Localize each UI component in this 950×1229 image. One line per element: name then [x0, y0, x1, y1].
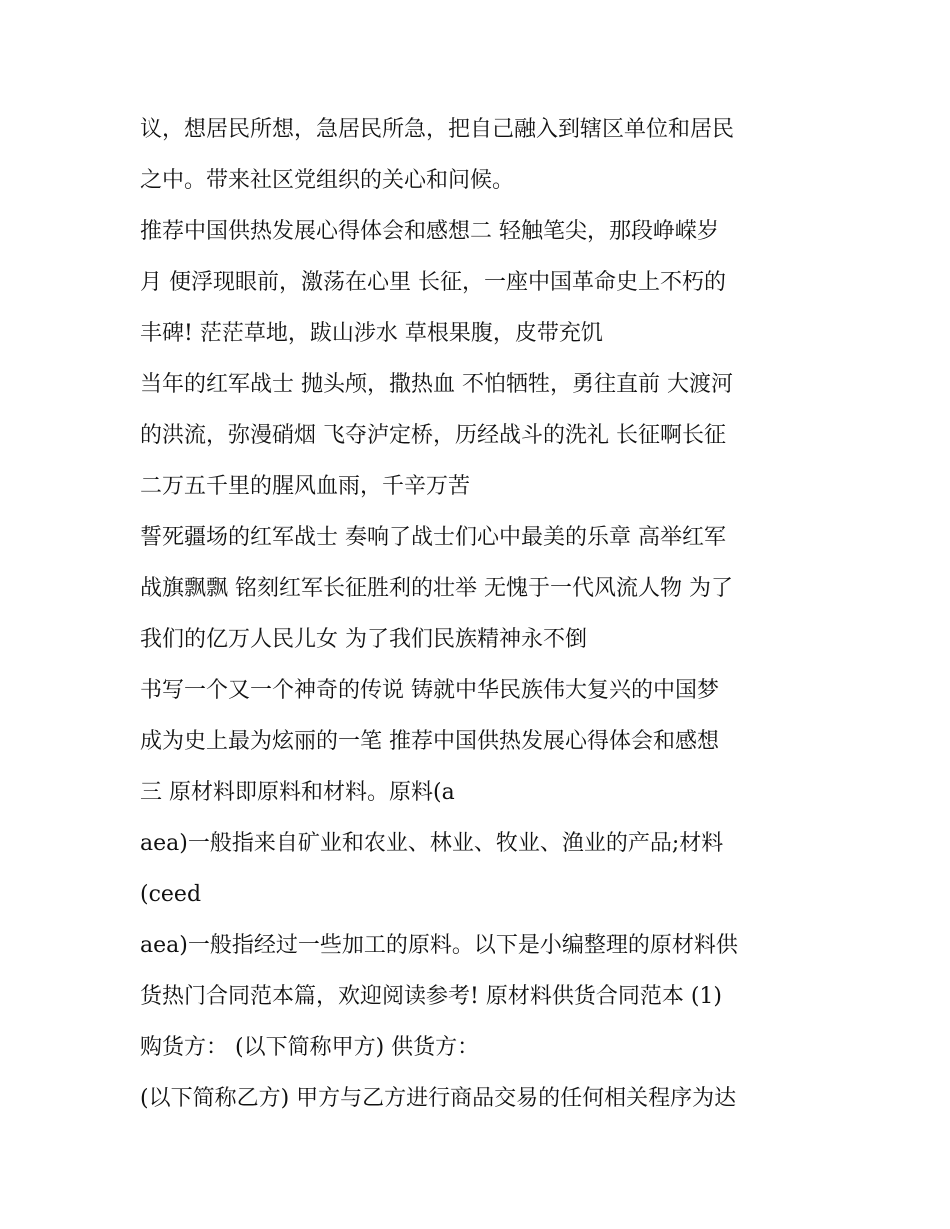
- text-line: 战旗飘飘 铭刻红军长征胜利的壮举 无愧于一代风流人物 为了: [140, 576, 733, 601]
- text-line: (ceed: [140, 882, 202, 907]
- text-line: 三 原材料即原料和材料。原料(a: [140, 780, 455, 805]
- text-line: aea)一般指经过一些加工的原料。以下是小编整理的原材料供: [140, 933, 738, 958]
- text-line: 我们的亿万人民儿女 为了我们民族精神永不倒: [140, 627, 587, 652]
- text-line: 月 便浮现眼前，激荡在心里 长征，一座中国革命史上不朽的: [140, 270, 726, 295]
- text-line: 二万五千里的腥风血雨，千辛万苦: [140, 474, 471, 499]
- text-line: 的洪流，弥漫硝烟 飞夺泸定桥，历经战斗的洗礼 长征啊长征: [140, 423, 726, 448]
- text-line: 之中。带来社区党组织的关心和问候。: [140, 168, 515, 193]
- text-line: (以下简称乙方) 甲方与乙方进行商品交易的任何相关程序为达: [140, 1086, 737, 1111]
- text-line: 书写一个又一个神奇的传说 铸就中华民族伟大复兴的中国梦: [140, 678, 719, 703]
- text-line: 议，想居民所想，急居民所急，把自己融入到辖区单位和居民: [140, 117, 735, 142]
- document-body: [140, 104, 820, 1124]
- text-line: 誓死疆场的红军战士 奏响了战士们心中最美的乐章 高举红军: [140, 525, 726, 550]
- text-line: 推荐中国供热发展心得体会和感想二 轻触笔尖，那段峥嵘岁: [140, 219, 719, 244]
- text-line: 购货方： (以下简称甲方) 供货方：: [140, 1035, 480, 1060]
- text-line: 货热门合同范本篇，欢迎阅读参考! 原材料供货合同范本 (1): [140, 984, 722, 1009]
- text-line: aea)一般指来自矿业和农业、林业、牧业、渔业的产品;材料: [140, 831, 724, 856]
- text-line: 成为史上最为炫丽的一笔 推荐中国供热发展心得体会和感想: [140, 729, 719, 754]
- text-line: 丰碑! 茫茫草地，跋山涉水 草根果腹，皮带充饥: [140, 321, 603, 346]
- text-line: 当年的红军战士 抛头颅，撒热血 不怕牺牲，勇往直前 大渡河: [140, 372, 733, 397]
